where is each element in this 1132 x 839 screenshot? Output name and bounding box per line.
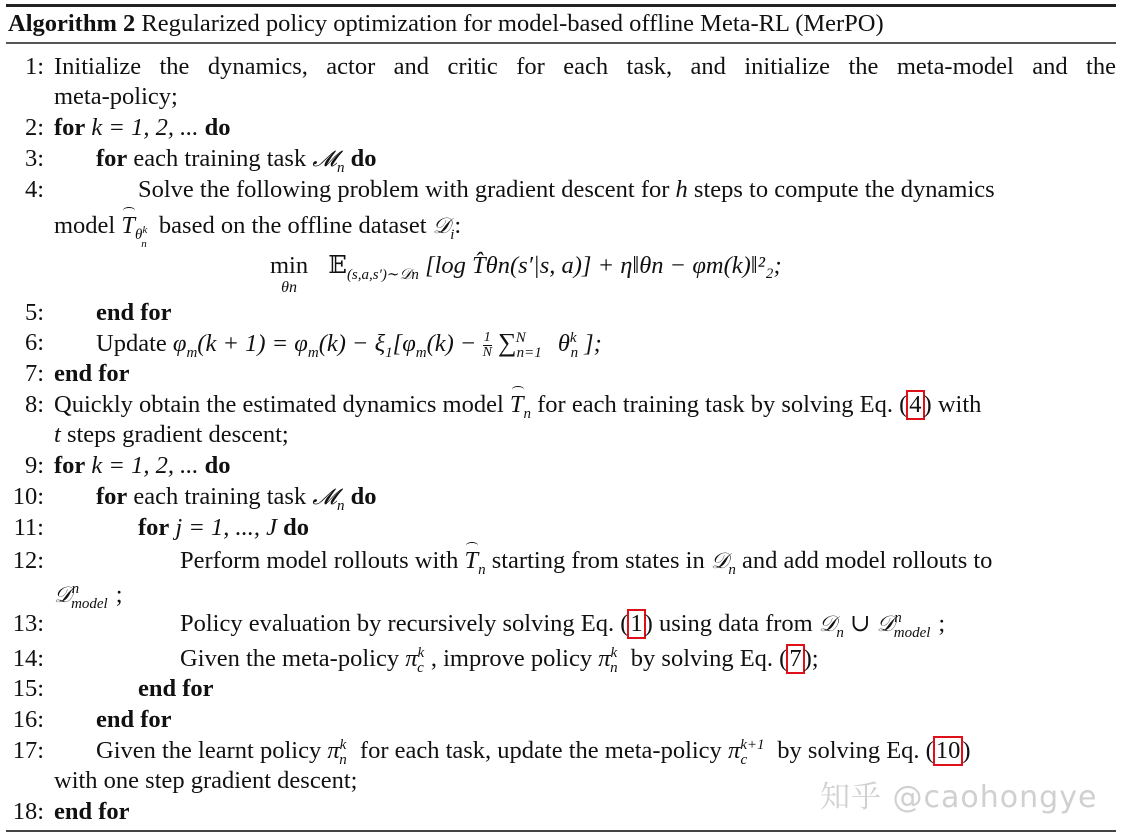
line-number: 17: <box>12 737 44 764</box>
expectation-symbol: 𝔼 <box>328 252 347 279</box>
line-text: ) with <box>923 391 982 418</box>
keyword-for: for <box>138 514 170 541</box>
objective-equation <box>270 252 782 296</box>
math-t: t <box>54 421 61 448</box>
subscript: θkn <box>135 223 148 250</box>
dynamics-model-symbol: T <box>121 212 136 239</box>
line-text: based on the offline dataset <box>158 212 427 239</box>
subscript: i <box>450 226 455 243</box>
dataset-symbol: 𝒟 <box>818 612 837 637</box>
line-text: starting from states in <box>491 547 705 574</box>
line-text: ) <box>962 737 971 764</box>
dataset-symbol: 𝒟 <box>432 214 451 239</box>
task-symbol: 𝓜 <box>312 485 337 510</box>
line-number: 6: <box>24 329 44 356</box>
algorithm-title: Regularized policy optimization for model-based offline Meta-RL (MerPO) <box>141 10 884 37</box>
line-number: 11: <box>13 514 44 541</box>
bottom-rule <box>6 830 1116 832</box>
task-policy-symbol: $\pi^k_n$ <box>598 644 618 676</box>
line-text: , improve policy <box>430 645 593 672</box>
keyword-for: for <box>54 114 86 141</box>
caption-rule <box>6 42 1116 44</box>
objective-body: [log T̂θn(s′|s, a)] + η‖θn − φm(k)‖²₂; <box>425 252 782 279</box>
line-number: 7: <box>24 360 44 387</box>
keyword-do: do <box>350 483 377 510</box>
task-policy-symbol: $\pi^k_n$ <box>327 736 347 768</box>
line-number: 4: <box>24 176 44 203</box>
keyword-end-for: end for <box>54 798 130 825</box>
keyword-end-for: end for <box>138 675 214 702</box>
watermark: 知乎 @caohongye <box>820 780 1098 815</box>
subscript: n <box>336 497 345 514</box>
keyword-end-for: end for <box>96 706 172 733</box>
math-h: h <box>675 176 688 203</box>
subscript: model <box>893 624 931 641</box>
line-number: 12: <box>12 547 44 574</box>
line-number: 9: <box>24 452 44 479</box>
min-variable: θn <box>281 279 297 296</box>
algorithm-caption <box>8 8 884 40</box>
line-text: meta-policy; <box>54 83 178 110</box>
line-number: 18: <box>12 798 44 825</box>
line-number: 13: <box>12 610 44 637</box>
line-text: Policy evaluation by recursively solving Eq. ( <box>180 610 629 637</box>
equation-ref-10[interactable]: 10 <box>933 736 964 766</box>
line-text: Solve the following problem with gradient descent for <box>138 176 670 203</box>
line-text: with one step gradient descent; <box>54 767 358 794</box>
expectation-subscript: (s,a,s′)∼𝒟n <box>346 266 419 283</box>
line-number: 14: <box>12 645 44 672</box>
line-text: ); <box>803 645 819 672</box>
line-text: Given the meta-policy <box>180 645 400 672</box>
superscript: n <box>71 580 80 597</box>
line-text: Quickly obtain the estimated dynamics model <box>54 391 504 418</box>
meta-policy-symbol: $\pi^k_c$ <box>405 644 425 676</box>
line-text: Given the learnt policy <box>96 737 322 764</box>
keyword-do: do <box>350 145 377 172</box>
keyword-for: for <box>96 483 128 510</box>
loop-range: j = 1, ..., J <box>175 514 278 541</box>
keyword-for: for <box>96 145 128 172</box>
line-text: each training task <box>133 145 307 172</box>
equation-ref-7[interactable]: 7 <box>786 644 804 674</box>
keyword-do: do <box>204 114 231 141</box>
line-number: 1: <box>24 53 44 80</box>
punct: ; <box>938 610 946 637</box>
keyword-end-for: end for <box>54 360 130 387</box>
line-number: 2: <box>24 114 44 141</box>
line-number: 5: <box>24 299 44 326</box>
subscript: n <box>336 159 345 176</box>
line-number: 15: <box>12 675 44 702</box>
model-dataset-symbol: 𝒟 <box>54 583 72 608</box>
line-number: 10: <box>12 483 44 510</box>
line-text: and add model rollouts to <box>742 547 993 574</box>
model-dataset-symbol: 𝒟 <box>876 612 895 637</box>
line-text: by solving Eq. ( <box>630 645 788 672</box>
line-text: Perform model rollouts with <box>180 547 459 574</box>
meta-model-update-equation: $\varphi_m(k + 1) = \varphi_m(k) - \xi_1[\varphi_m(k)$ − $\frac{1}{N}$ $\sum_{n=1}^N$ $\theta^k_n$ ]; <box>172 328 602 361</box>
equation-ref-4[interactable]: 4 <box>906 390 924 420</box>
line-text: steps to compute the dynamics <box>693 176 995 203</box>
line-text: for each training task by solving Eq. ( <box>537 391 908 418</box>
superscript: n <box>894 609 902 626</box>
dataset-symbol: 𝒟 <box>710 549 729 574</box>
line-text: Initialize the dynamics, actor and critic for each task, and initialize the meta-model and the <box>54 53 1116 80</box>
keyword-for: for <box>54 452 86 479</box>
line-number: 3: <box>24 145 44 172</box>
min-operator: min <box>270 252 309 279</box>
line-text: by solving Eq. ( <box>777 737 934 764</box>
equation-ref-1[interactable]: 1 <box>627 609 645 639</box>
line-text: model <box>54 212 116 239</box>
keyword-do: do <box>204 452 231 479</box>
subscript: n <box>523 405 532 422</box>
line-text: steps gradient descent; <box>66 421 289 448</box>
subscript: model <box>71 595 108 612</box>
top-rule <box>6 4 1116 7</box>
punct: ; <box>115 581 123 608</box>
line-number: 16: <box>12 706 44 733</box>
subscript: n <box>836 624 844 641</box>
line-number: 8: <box>24 391 44 418</box>
subscript: n <box>728 561 736 578</box>
algorithm-label: Algorithm 2 <box>8 10 136 37</box>
line-text: for each task, update the meta-policy <box>359 737 722 764</box>
line-text: each training task <box>133 483 307 510</box>
punct: : <box>454 212 462 239</box>
union-symbol: ∪ <box>850 610 871 637</box>
line-text: ) using data from <box>644 610 813 637</box>
keyword-do: do <box>283 514 310 541</box>
estimated-model-symbol: T <box>509 391 524 418</box>
loop-range: k = 1, 2, ... <box>91 114 199 141</box>
meta-policy-next-symbol: $\pi^{k+1}_c$ <box>727 736 765 768</box>
estimated-model-symbol: T <box>464 547 479 574</box>
subscript: n <box>478 561 486 578</box>
line-text: Update <box>96 330 167 357</box>
loop-range: k = 1, 2, ... <box>91 452 199 479</box>
task-symbol: 𝓜 <box>312 147 337 172</box>
keyword-end-for: end for <box>96 299 172 326</box>
